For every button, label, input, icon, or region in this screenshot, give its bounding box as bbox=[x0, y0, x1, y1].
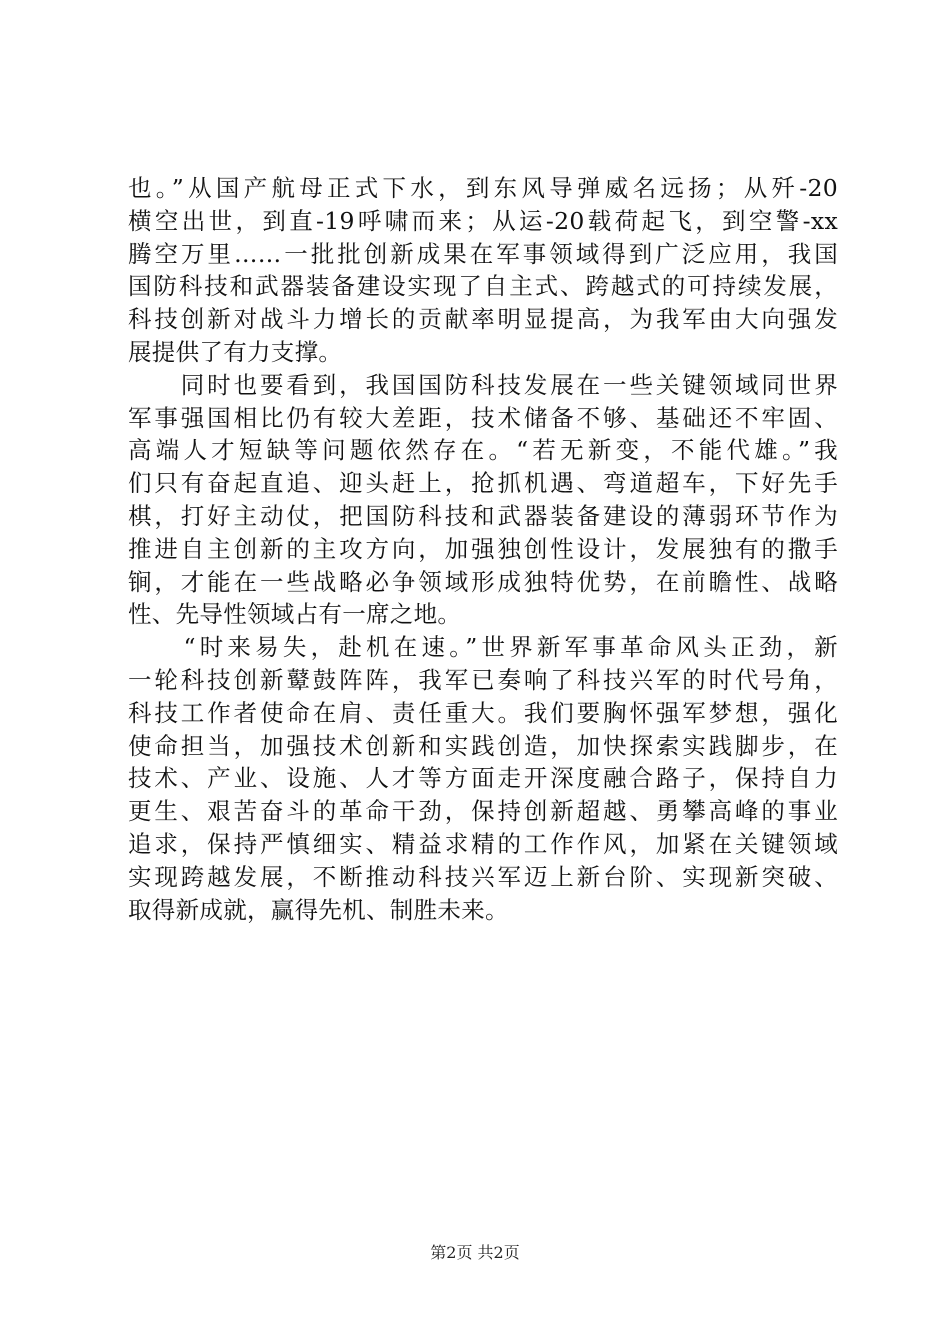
text-line: 取得新成就，赢得先机、制胜未来。 bbox=[128, 895, 509, 924]
text-line: 们只有奋起直追、迎头赶上，抢抓机遇、弯道超车，下好先手 bbox=[128, 469, 838, 498]
text-line: 推进自主创新的主攻方向，加强独创性设计，发展独有的撒手 bbox=[128, 534, 838, 563]
text-line: 使命担当，加强技术创新和实践创造，加快探索实践脚步，在 bbox=[128, 731, 838, 760]
text-line: 一轮科技创新鼙鼓阵阵，我军已奏响了科技兴军的时代号角， bbox=[128, 665, 838, 694]
text-line: 横空出世，到直-19呼啸而来；从运-20载荷起飞，到空警-xx bbox=[128, 206, 838, 235]
text-line: 科技创新对战斗力增长的贡献率明显提高，为我军由大向强发 bbox=[128, 305, 838, 334]
text-line: 军事强国相比仍有较大差距，技术储备不够、基础还不牢固、 bbox=[128, 403, 838, 432]
text-line: 也。”从国产航母正式下水，到东风导弹威名远扬；从歼-20 bbox=[128, 174, 838, 202]
text-line: 棋，打好主动仗，把国防科技和武器装备建设的薄弱环节作为 bbox=[128, 501, 838, 530]
text-line: 高端人才短缺等问题依然存在。“若无新变，不能代雄。”我 bbox=[128, 436, 838, 465]
text-line: 实现跨越发展，不断推动科技兴军迈上新台阶、实现新突破、 bbox=[128, 862, 838, 891]
text-line: 性、先导性领域占有一席之地。 bbox=[128, 600, 462, 629]
text-line: 科技工作者使命在肩、责任重大。我们要胸怀强军梦想，强化 bbox=[128, 698, 838, 727]
text-line: “时来易失，赴机在速。”世界新军事革命风头正劲，新 bbox=[128, 633, 838, 662]
text-line: 腾空万里……一批批创新成果在军事领域得到广泛应用，我国 bbox=[128, 239, 838, 268]
document-body bbox=[128, 172, 838, 926]
page-number-footer: 第2页 共2页 bbox=[430, 1243, 520, 1262]
text-line: 国防科技和武器装备建设实现了自主式、跨越式的可持续发展， bbox=[128, 272, 838, 301]
text-line: 展提供了有力支撑。 bbox=[128, 337, 343, 366]
text-line: 锏，才能在一些战略必争领域形成独特优势，在前瞻性、战略 bbox=[128, 567, 838, 596]
text-line: 技术、产业、设施、人才等方面走开深度融合路子，保持自力 bbox=[128, 764, 838, 793]
text-line: 同时也要看到，我国国防科技发展在一些关键领域同世界 bbox=[128, 370, 838, 399]
text-line: 追求，保持严慎细实、精益求精的工作作风，加紧在关键领域 bbox=[128, 829, 838, 858]
text-line: 更生、艰苦奋斗的革命干劲，保持创新超越、勇攀高峰的事业 bbox=[128, 797, 838, 826]
